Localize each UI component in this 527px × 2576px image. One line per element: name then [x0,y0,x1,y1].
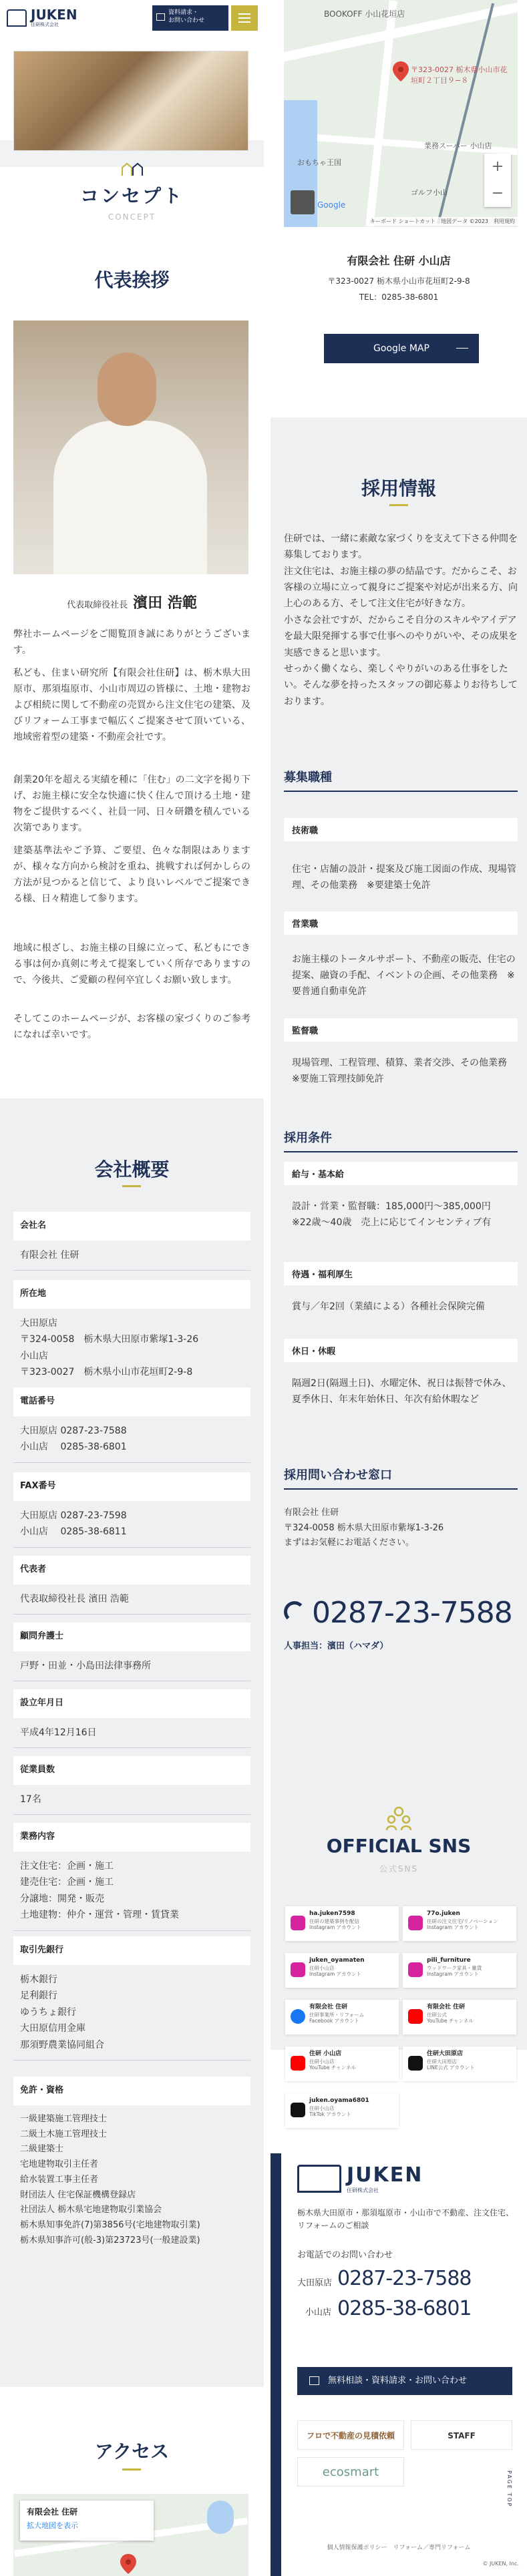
footer-store1: 大田原店 [297,2278,333,2288]
ceo-name-line [0,592,264,612]
concept-subtitle: CONCEPT [108,212,156,222]
map-address-label: 〒323-0027 栃木県小山市花垣町２丁目９−８ [411,65,508,85]
instagram-icon [408,1962,423,1977]
book-icon [156,13,165,21]
company-row: 所在地 大田原店 〒324-0058 栃木県大田原市紫塚1-3-26 小山店 〒323-0027 栃木県小山市花垣町2-9-8 [13,1280,250,1388]
instagram-icon [291,1962,305,1977]
request-button-label: 資料請求・ お問い合わせ [168,9,205,24]
book-icon [309,2376,319,2385]
banner-estimate[interactable]: フロで不動産の見積依頼 [297,2420,404,2450]
instagram-icon [291,1916,305,1930]
google-logo: Google [317,200,346,210]
map-card-title: 有限会社 住研 [27,2507,78,2517]
logo-sub: 住研株式会社 [31,22,59,27]
sns-card[interactable]: 77o.juken 住研の注文住宅/リノベーション Instagram アカウント [403,1906,516,1941]
footer-tel2[interactable]: 0285-38-6801 [337,2297,472,2320]
greeting-paragraph: 私ども、住まい研究所【有限会社住研】は、栃木県大田原市、那須塩原市、小山市周辺の皆様に、土地・建物および相続に関して不動産の売買から注文住宅の建築、及びリフォーム工事まで幅広くご提案させて頂いている、地域密着型の建築・不動産会社です。 [13,668,250,743]
map-pin-icon [393,61,409,81]
cond-label: 休日・休暇 [284,1339,518,1362]
phone-icon [284,1601,305,1623]
conditions-heading: 採用条件 [284,1128,518,1152]
footer-contact-label: 無料相談・資料請求・お問い合わせ [328,2376,468,2386]
company-row: 取引先銀行 栃木銀行 足利銀行 ゆうちょ銀行 大田原信用金庫 那須野農業協同組合 [13,1936,250,2061]
footer-logo-sub: 住研株式会社 [347,2187,379,2193]
right-column [271,0,527,2576]
map-info-card [20,2501,154,2541]
house-logo-icon [7,9,27,27]
house-icon [121,162,144,177]
youtube-icon [408,2009,423,2024]
interior-photo [13,51,248,151]
sns-card[interactable]: pili_furniture ウッドワーク家具・雑貨 Instagram アカウント [403,1953,516,1988]
footer-store2: 小山店 [305,2308,332,2318]
recruit-title: 採用情報 [361,477,436,499]
footer-logo[interactable] [297,2163,423,2194]
company-title: 会社概要 [94,1158,170,1180]
greeting-paragraph: 弊社ホームページをご閲覧頂き誠にありがとうございます。 [13,629,250,656]
map-zoom-controls [484,154,511,207]
greeting-title: 代表挨拶 [94,269,170,291]
sns-card[interactable]: juken_oyamaten 住研小山店 Instagram アカウント [285,1953,399,1988]
google-map-button[interactable]: Google MAP [324,334,479,363]
site-header [0,0,264,37]
store-tel: TEL：0285-38-6801 [359,292,439,302]
job-desc: お施主様のトータルサポート、不動産の販売、住宅の提案、融資の手配、イベントの企画、その他業務 ※要普通自動車免許 [292,954,516,998]
company-row: 会社名 有限会社 住研 [13,1212,250,1271]
company-row: 顧問弁護士 戸野・田並・小島田法律事務所 [13,1623,250,1681]
cond-label: 待遇・福利厚生 [284,1262,518,1285]
job-desc: 住宅・店舗の設計・提案及び施工図面の作成、現場管理、その他業務 ※要建築士免許 [292,864,516,891]
footer-tel1[interactable]: 0287-23-7588 [337,2267,472,2290]
ceo-photo [13,320,248,574]
recruit-person: 人事担当：濱田（ハマダ） [284,1641,389,1651]
greeting-paragraph: 建築基準法やご予算、ご要望、色々な制限はありますが、様々な方向から検討を重ね、挑戦すれば何かしらの方法が見つかると信じて、より良いレベルでご提案できる様、日々精進して参ります。 [13,845,250,905]
company-row: 電話番号 大田原店 0287-23-7588 小山店 0285-38-6801 [13,1387,250,1463]
sns-card[interactable]: juken.oyama6801 住研小山店 TikTok アカウント [285,2093,399,2128]
jobs-heading: 募集職種 [284,768,518,792]
access-title: アクセス [94,2440,170,2462]
sns-subtitle: 公式SNS [379,1864,419,1874]
recruit-tel[interactable]: 0287-23-7588 [312,1596,512,1630]
footer-links[interactable]: 個人情報保護ポリシー リフォーム／専門リフォーム [327,2545,471,2551]
cond-value: 賞与／年2回（業績による）各種社会保険完備 [292,1301,485,1312]
instagram-icon [408,1916,423,1930]
company-row: 業務内容 注文住宅：企画・施工 建売住宅：企画・施工 分譲地：開発・販売 土地建物：仲介・運営・管理・賃貸業 [13,1823,250,1931]
contact-text: 有限会社 住研 〒324-0058 栃木県大田原市紫塚1-3-26 まずはお気軽にお電話ください。 [284,1508,444,1548]
house-logo-icon [297,2165,341,2193]
map-attribution: キーボード ショートカット 地図データ ©2023 利用規約 [367,217,518,226]
site-logo[interactable] [7,8,77,28]
people-icon [385,1806,412,1832]
store-address: 〒323-0027 栃木県小山市花垣町2-9-8 [327,276,470,286]
footer-accent-bar [271,2153,281,2576]
street-view-button[interactable] [291,190,315,214]
facebook-icon [291,2009,305,2024]
title-underline [389,504,408,506]
hamburger-menu-button[interactable] [231,5,258,31]
cond-value: 隔週2日(隔週土日)、水曜定休、祝日は振替で休み、夏季休日、年末年始休日、年次有給休暇など [292,1378,512,1406]
ceo-role: 代表取締役社長 [67,600,128,610]
company-row: 設立年月日 平成4年12月16日 [13,1689,250,1748]
tiktok-icon [408,2056,423,2071]
map-label: ゴルフ小山 [411,188,448,197]
map-label: おもちゃ王国 [297,158,341,167]
access-map[interactable] [13,2494,248,2576]
tiktok-icon [291,2103,305,2117]
banner-ecosmart[interactable]: ecosmart [297,2457,404,2487]
sns-title: OFFICIAL SNS [326,1835,472,1857]
page-top-link[interactable]: PAGE TOP [506,2471,512,2508]
company-row: 代表者 代表取締役社長 濱田 浩範 [13,1556,250,1615]
contact-heading: 採用問い合わせ窓口 [284,1466,518,1490]
cond-label: 給与・基本給 [284,1162,518,1185]
sns-card[interactable]: 有限会社 住研 住研事業所・リフォーム Facebook アカウント [285,2000,399,2034]
job-label: 営業職 [284,911,518,935]
recruit-intro: 住研では、一緒に素敵な家づくりを支えて下さる仲間を募集しております。 注文住宅は、お施主様の夢の結晶です。だからこそ、お客様の立場に立って親身にご提案や対応が出来る方、向上心のある方、そして注文住宅が好きな方。 小さな会社ですが、だからこそ自分のスキルやアイデアを最大限発揮する事で仕事へのやりがいや、その成果を実感できると思います。 せっかく働くなら、楽しくやりがいのある仕事をしたい。そんな夢を持ったスタッフの御応募よりお待ちしております。 [284,533,518,707]
banner-staff[interactable]: STAFF [411,2420,512,2450]
sns-card[interactable]: 住研大田原店 住研大田原店 LINE公式 アカウント [403,2047,516,2081]
sns-card[interactable]: ha.juken7598 住研の建築事例を配信 Instagram アカウント [285,1906,399,1941]
ceo-name: 濱田 浩範 [133,595,197,612]
map-enlarge-link[interactable]: 拡大地図を表示 [27,2521,78,2530]
footer-contact-button[interactable] [297,2367,512,2395]
sns-card[interactable]: 住研 小山店 住研小山店 YouTube チャンネル [285,2047,399,2081]
greeting-paragraph: そしてこのホームページが、お客様の家づくりのご参考になれば幸いです。 [13,1014,250,1041]
job-label: 監督職 [284,1018,518,1042]
footer-tel-label: お電話でのお問い合わせ [297,2250,393,2260]
company-row: 従業員数 17名 [13,1756,250,1815]
title-underline [122,2468,141,2471]
copyright: © JUKEN, Inc. [482,2561,519,2567]
zoom-out-button[interactable]: − [491,185,504,202]
greeting-paragraph: 創業20年を超える実績を種に「住む」の二文字を掲り下げ、お施主様に安全な快適に快く住んで頂ける土地・建物をご提供するべく、社員一同、日々研鑽を積んでいる次第であります。 [13,775,250,834]
job-desc: 現場管理、工程管理、積算、業者交渉、その他業務 ※要施工管理技師免許 [292,1058,516,1085]
company-row: 免許・資格 一級建築施工管理技士 二級土木施工管理技士 二級建築士 宅地建物取引主任者 給水装置工事主任者 財団法人 住宅保証機構登録店 社団法人 栃木県宅地建物取引業協会 栃木県知事免許(7)第3856号(宅地建物取引業) 栃木県知事許可(般-3)第23723号(一般建設業) [13,2077,250,2256]
map-label: 業務スーパー 小山店 [424,142,492,150]
map-pin-icon [120,2554,136,2574]
sns-card[interactable]: 有限会社 住研 住研公式 YouTube チャンネル [403,2000,516,2034]
youtube-icon [291,2056,305,2071]
cond-value: 設計・営業・監督職：185,000円〜385,000円 ※22歳〜40歳 売上に応じてインセンティブ有 [292,1201,492,1229]
logo-text: JUKEN [31,7,77,23]
zoom-in-button[interactable]: + [491,158,504,175]
store-name: 有限会社 住研 小山店 [347,254,451,267]
greeting-paragraph: 地域に根ざし、お施主様の目線に立って、私どもにできる事は何か真剣に考えて提案していく所存でありますので、今後共、ご愛顧の程何卒宜しくお願い致します。 [13,943,250,986]
map-label: BOOKOFF 小山花垣店 [324,9,405,19]
job-label: 技術職 [284,818,518,841]
company-row: FAX番号 大田原店 0287-23-7598 小山店 0285-38-6811 [13,1472,250,1548]
concept-title: コンセプト [79,185,184,207]
store-map[interactable] [284,0,518,227]
request-button[interactable] [152,5,228,31]
title-underline [122,1185,141,1187]
footer-desc: 栃木県大田原市・那須塩原市・小山市で不動産、注文住宅、リフォームのご相談 [297,2208,514,2231]
footer-logo-text: JUKEN [347,2163,423,2187]
